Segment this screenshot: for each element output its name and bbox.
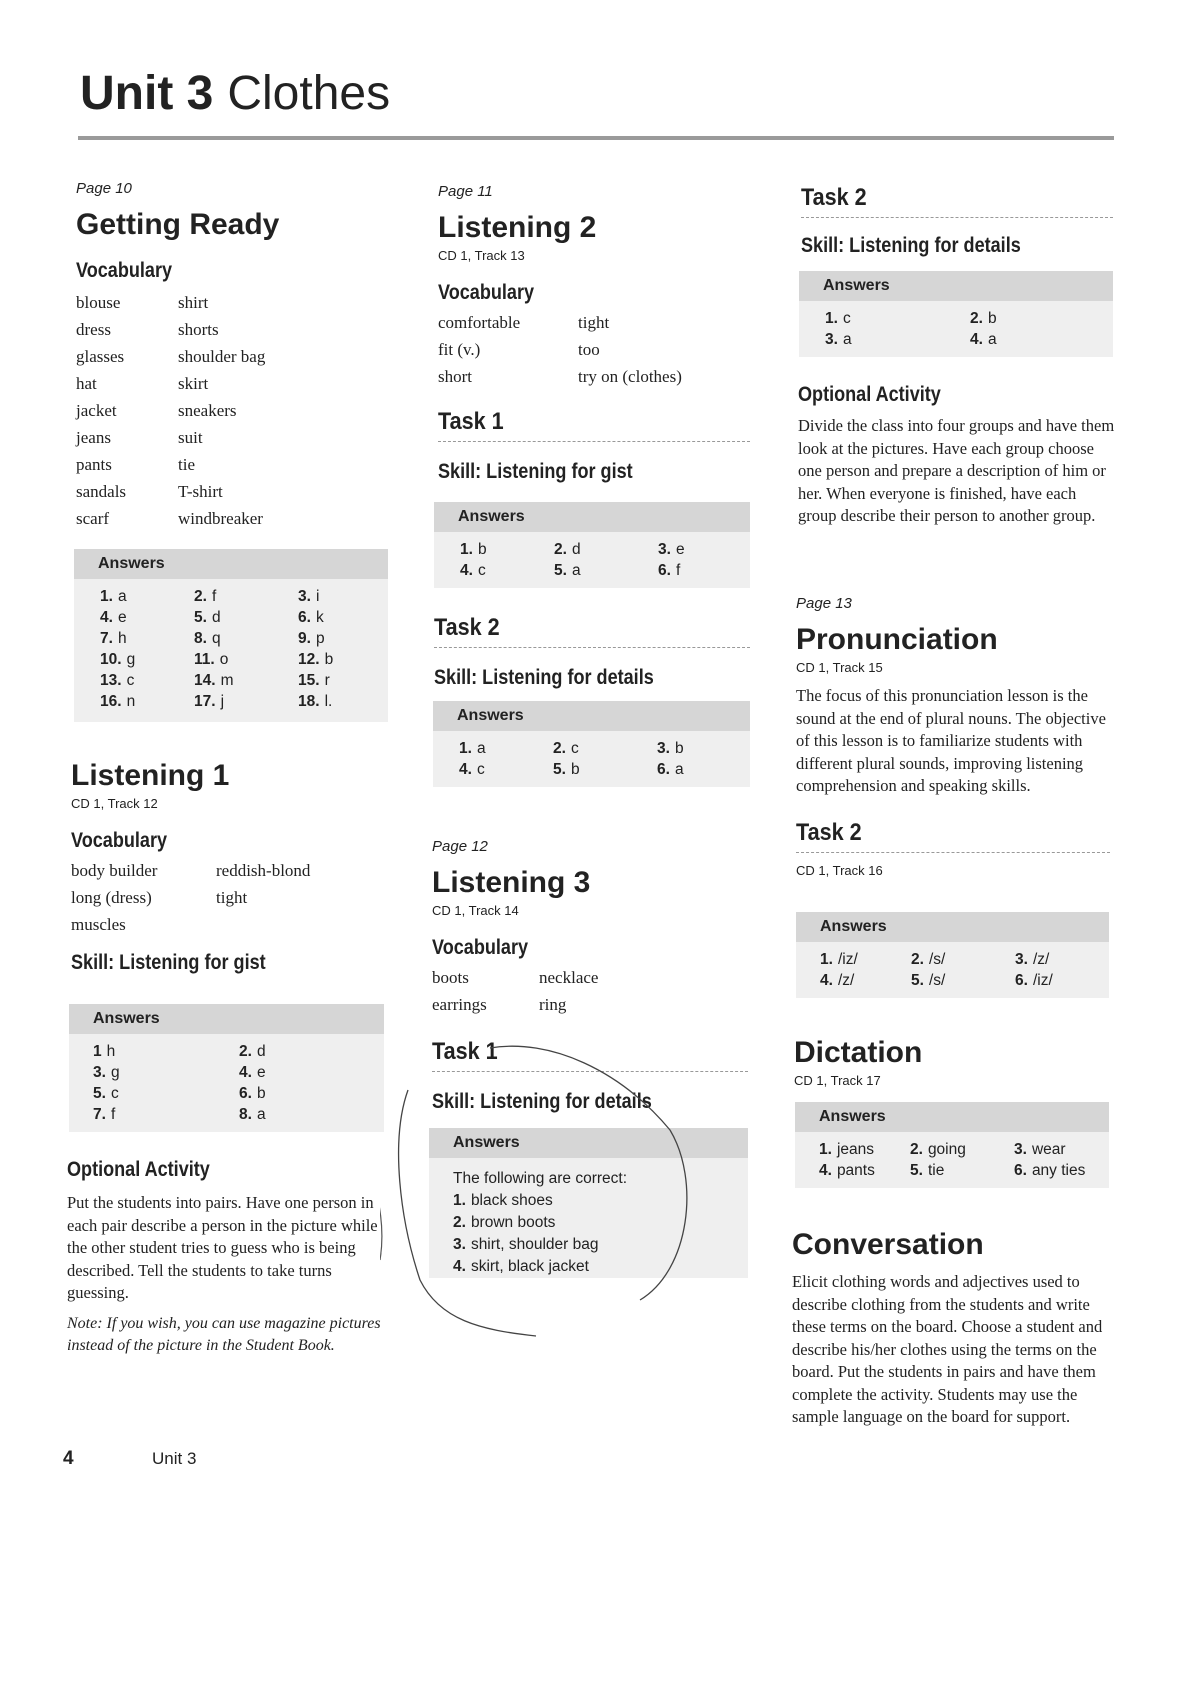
answer-item (911, 951, 1015, 969)
hand-drawn-circle (380, 1030, 740, 1350)
answer-number: 3. (93, 1064, 106, 1081)
column-2 (438, 183, 758, 486)
answer-value: /z/ (1032, 951, 1050, 968)
answer-value: wear (1031, 1141, 1066, 1158)
answer-value: brown boots (470, 1214, 556, 1231)
answer-item (1015, 951, 1095, 969)
answer-value: tie (927, 1162, 945, 1179)
section-title-listening-3: Listening 3 (432, 866, 591, 899)
cd-track: CD 1, Track 15 (796, 660, 883, 675)
task-rule (796, 852, 1110, 853)
answer-value: black shoes (470, 1192, 553, 1209)
vocabulary-word: shorts (178, 320, 219, 339)
answer-number: 2. (911, 951, 924, 968)
answer-item (194, 588, 298, 606)
answer-value: r (324, 672, 330, 689)
answer-item (819, 1141, 910, 1159)
answer-number: 5. (910, 1162, 923, 1179)
answers-box-task-2 (433, 701, 750, 787)
answer-number: 6. (657, 761, 670, 778)
conversation-section (792, 1227, 1112, 1429)
answer-item (100, 672, 194, 690)
answer-number: 5. (553, 761, 566, 778)
answer-number: 2. (554, 541, 567, 558)
task-1-title: Task 1 (438, 408, 504, 435)
answer-value: jeans (836, 1141, 874, 1158)
answer-number: 4. (970, 331, 983, 348)
answer-item (657, 761, 737, 779)
answer-number: 4. (459, 761, 472, 778)
vocabulary-word: T-shirt (178, 482, 223, 501)
vocabulary-word: tight (216, 888, 248, 907)
answer-number: 5. (194, 609, 207, 626)
answers-box-task-1 (434, 502, 750, 588)
answer-item (194, 651, 298, 669)
vocabulary-word: body builder (71, 861, 158, 880)
answer-value: f (110, 1106, 116, 1123)
answers-list (795, 1132, 1109, 1180)
task-2-title: Task 2 (796, 818, 862, 846)
answer-value: c (477, 562, 486, 579)
answers-box-pronunciation (796, 912, 1109, 998)
answer-item (194, 630, 298, 648)
answer-item (1014, 1141, 1114, 1159)
answer-item (194, 693, 298, 711)
answer-number: 2. (910, 1141, 923, 1158)
answer-value: e (117, 609, 127, 626)
answer-number: 3. (1015, 951, 1028, 968)
answer-item (658, 562, 738, 580)
vocabulary-word: earrings (432, 995, 487, 1014)
cd-track: CD 1, Track 17 (794, 1073, 881, 1088)
answer-number: 8. (194, 630, 207, 647)
answer-item (100, 651, 194, 669)
answers-intro: The following are correct: (453, 1170, 628, 1187)
answer-number: 12. (298, 651, 320, 668)
answer-number: 1. (460, 541, 473, 558)
answer-value: g (126, 651, 136, 668)
vocabulary-list (432, 968, 752, 1015)
section-title-pronunciation: Pronunciation (796, 623, 998, 656)
answer-value: f (211, 588, 217, 605)
answer-item (298, 672, 378, 690)
vocabulary-word: skirt (178, 374, 209, 393)
vocabulary-heading: Vocabulary (71, 829, 168, 852)
answer-value: f (675, 562, 681, 579)
answer-number: 2. (194, 588, 207, 605)
answer-number: 3. (657, 740, 670, 757)
answer-value: o (219, 651, 229, 668)
cd-track: CD 1, Track 12 (71, 796, 158, 811)
answers-list (799, 301, 1113, 349)
answer-number: 9. (298, 630, 311, 647)
vocabulary-heading: Vocabulary (432, 936, 529, 959)
answer-item (910, 1141, 1014, 1159)
vocabulary-list (438, 313, 758, 387)
answer-number: 6. (1014, 1162, 1027, 1179)
vocabulary-word: jeans (76, 428, 111, 447)
task-rule (801, 217, 1113, 218)
optional-activity-heading: Optional Activity (798, 383, 941, 406)
vocabulary-word: shirt (178, 293, 209, 312)
answer-number: 15. (298, 672, 320, 689)
section-title-listening-1: Listening 1 (71, 759, 230, 792)
answer-item (239, 1085, 359, 1103)
answer-item (460, 562, 554, 580)
answer-value: b (987, 310, 997, 327)
vocabulary-word: blouse (76, 293, 121, 312)
answer-number: 3. (658, 541, 671, 558)
answer-value: h (117, 630, 127, 647)
answer-item (820, 951, 911, 969)
answer-number: 8. (239, 1106, 252, 1123)
answer-number: 1. (453, 1192, 466, 1209)
answer-value: a (117, 588, 127, 605)
answer-value: shirt, shoulder bag (470, 1236, 599, 1253)
answer-number: 2. (239, 1043, 252, 1060)
vocabulary-word: jacket (76, 401, 117, 420)
answers-heading: Answers (433, 701, 750, 731)
section-title-getting-ready: Getting Ready (76, 208, 280, 241)
answer-value: c (570, 740, 579, 757)
task-2-title: Task 2 (434, 614, 500, 641)
vocabulary-word: necklace (539, 968, 599, 987)
vocabulary-word: tie (178, 455, 195, 474)
answer-number: 4. (239, 1064, 252, 1081)
answer-number: 3. (1014, 1141, 1027, 1158)
optional-activity-2 (798, 381, 1118, 528)
answer-item (825, 331, 970, 349)
page-header (80, 66, 390, 121)
answer-item (1015, 972, 1095, 990)
answer-value: b (256, 1085, 266, 1102)
answer-item (298, 630, 378, 648)
answer-number: 7. (93, 1106, 106, 1123)
vocabulary-word: fit (v.) (438, 340, 481, 359)
answer-value: c (110, 1085, 119, 1102)
answer-number: 4. (819, 1162, 832, 1179)
answer-value: /iz/ (1032, 972, 1053, 989)
skill-heading: Skill: Listening for details (432, 1090, 652, 1113)
answer-item (100, 609, 194, 627)
vocabulary-list (76, 293, 396, 529)
answer-value: b (674, 740, 684, 757)
answer-number: 3. (298, 588, 311, 605)
section-title-listening-2: Listening 2 (438, 211, 597, 244)
answer-number: 6. (1015, 972, 1028, 989)
optional-activity-text: Put the students into pairs. Have one person in each pair describe a person in the picture while the other student tries to guess who is being described. Tell the students to take turns guessing. (67, 1193, 378, 1302)
answer-value: j (220, 693, 225, 710)
answer-number: 11. (194, 651, 215, 668)
vocabulary-word: suit (178, 428, 203, 447)
answer-item (194, 609, 298, 627)
circle-stroke (399, 1046, 687, 1336)
conversation-text: Elicit clothing words and adjectives used to describe clothing from the students and write these terms on the board. Choose a student and describe his/her clothes using the terms on the board. Put the students in pairs and have them complete the activity. Students may use the sample language on the board for support. (792, 1272, 1103, 1426)
answers-list (434, 532, 750, 580)
column-3 (801, 183, 1121, 260)
answer-number: 1. (819, 1141, 832, 1158)
listening-1-section (71, 758, 401, 977)
answers-list (74, 579, 388, 711)
answer-number: 5. (93, 1085, 106, 1102)
answer-value: a (256, 1106, 266, 1123)
answer-number: 4. (100, 609, 113, 626)
answers-heading: Answers (799, 271, 1113, 301)
answer-item (970, 310, 1090, 328)
answer-number: 2. (970, 310, 983, 327)
task-rule (438, 441, 750, 442)
vocabulary-word: sneakers (178, 401, 237, 420)
vocabulary-word: shoulder bag (178, 347, 266, 366)
answer-number: 6. (298, 609, 311, 626)
answer-item (239, 1064, 359, 1082)
unit-title: Clothes (227, 67, 391, 120)
answer-value: k (315, 609, 324, 626)
answer-item (298, 609, 378, 627)
cd-track: CD 1, Track 14 (432, 903, 519, 918)
answer-item (911, 972, 1015, 990)
skill-heading: Skill: Listening for details (434, 666, 654, 689)
answer-item (194, 672, 298, 690)
answer-number: 4. (820, 972, 833, 989)
answer-item (819, 1162, 910, 1180)
vocabulary-word: long (dress) (71, 888, 152, 907)
answers-heading: Answers (429, 1128, 748, 1158)
vocabulary-word: try on (clothes) (578, 367, 682, 386)
answer-value: going (927, 1141, 966, 1158)
answer-value: /s/ (928, 972, 946, 989)
answer-number: 7. (100, 630, 113, 647)
answer-value: /s/ (928, 951, 946, 968)
answer-value: pants (836, 1162, 875, 1179)
unit-label: Unit 3 (80, 67, 214, 120)
optional-activity-heading: Optional Activity (67, 1158, 210, 1181)
vocabulary-word: pants (76, 455, 112, 474)
answer-item (910, 1162, 1014, 1180)
pronunciation-section (796, 595, 1116, 878)
answer-value: a (571, 562, 581, 579)
vocabulary-word: windbreaker (178, 509, 263, 528)
answer-item (1014, 1162, 1114, 1180)
answer-item (460, 541, 554, 559)
page-number: 4 (63, 1448, 74, 1469)
answer-number: 6. (658, 562, 671, 579)
answer-value: e (256, 1064, 266, 1081)
answer-item (553, 761, 657, 779)
cd-track: CD 1, Track 16 (796, 862, 883, 878)
answer-value: n (126, 693, 136, 710)
answer-value: g (110, 1064, 120, 1081)
section-title-dictation: Dictation (794, 1036, 923, 1069)
optional-activity-note: Note: If you wish, you can use magazine pictures instead of the picture in the Student Book. (67, 1314, 381, 1354)
vocabulary-word: reddish-blond (216, 861, 311, 880)
dictation-section (794, 1035, 1114, 1088)
task-2-title: Task 2 (801, 184, 867, 211)
answer-value: skirt, black jacket (470, 1258, 589, 1275)
answer-value: any ties (1031, 1162, 1086, 1179)
circle-left-stroke (380, 1170, 382, 1260)
answer-number: 3. (453, 1236, 466, 1253)
answer-value: p (315, 630, 325, 647)
vocabulary-word: sandals (76, 482, 127, 501)
answer-item (100, 630, 194, 648)
answer-value: q (211, 630, 221, 647)
answer-number: 4. (460, 562, 473, 579)
answer-value: m (220, 672, 234, 689)
answer-number: 6. (239, 1085, 252, 1102)
answer-number: 5. (911, 972, 924, 989)
answer-item (553, 740, 657, 758)
answer-number: 16. (100, 693, 122, 710)
answer-item (970, 331, 1090, 349)
answer-number: 2. (453, 1214, 466, 1231)
answer-item (820, 972, 911, 990)
answer-value: c (476, 761, 485, 778)
answer-value: c (126, 672, 135, 689)
page-label: Page 13 (796, 595, 852, 612)
answers-heading: Answers (796, 912, 1109, 942)
answer-item (658, 541, 738, 559)
answer-item (459, 740, 553, 758)
task-1-title: Task 1 (432, 1038, 498, 1065)
vocabulary-word: too (578, 340, 600, 359)
answer-number: 2. (553, 740, 566, 757)
answer-item (298, 588, 378, 606)
answers-heading: Answers (74, 549, 388, 579)
vocabulary-word (216, 915, 386, 935)
page-label: Page 10 (76, 180, 132, 197)
answer-value: /z/ (837, 972, 855, 989)
answer-value: l. (324, 693, 333, 710)
answer-item (298, 651, 378, 669)
vocabulary-word: hat (76, 374, 97, 393)
answer-number: 14. (194, 672, 216, 689)
skill-heading: Skill: Listening for gist (438, 460, 633, 483)
answer-item (825, 310, 970, 328)
answer-item (239, 1043, 359, 1061)
vocabulary-heading: Vocabulary (438, 281, 535, 304)
answer-value: b (570, 761, 580, 778)
answers-list (69, 1034, 384, 1124)
answer-number: 13. (100, 672, 122, 689)
answer-number: 18. (298, 693, 320, 710)
answer-item (239, 1106, 359, 1124)
answer-item (93, 1106, 239, 1124)
vocabulary-word: tight (578, 313, 610, 332)
answer-value: a (674, 761, 684, 778)
answers-box-getting-ready (74, 549, 388, 722)
task-2-section (434, 613, 754, 692)
answers-heading: Answers (795, 1102, 1109, 1132)
vocabulary-word: comfortable (438, 313, 521, 332)
answer-value: d (256, 1043, 266, 1060)
answer-number: 1. (820, 951, 833, 968)
answer-item (298, 693, 378, 711)
answer-number: 5. (554, 562, 567, 579)
answers-list (433, 731, 750, 779)
answers-heading: Answers (69, 1004, 384, 1034)
task-rule (434, 647, 750, 648)
column-1 (76, 180, 396, 529)
answer-number: 10. (100, 651, 122, 668)
answer-number: 1. (100, 588, 113, 605)
optional-activity-1 (67, 1156, 387, 1357)
answer-item (554, 541, 658, 559)
answer-value: a (842, 331, 852, 348)
answer-item (554, 562, 658, 580)
skill-heading: Skill: Listening for gist (71, 951, 266, 974)
answers-list (796, 942, 1109, 990)
answer-value: a (476, 740, 486, 757)
answer-item (93, 1043, 239, 1061)
answer-item (100, 693, 194, 711)
answer-value: b (477, 541, 487, 558)
answer-value: d (571, 541, 581, 558)
vocabulary-word: dress (76, 320, 111, 339)
footer-unit: Unit 3 (152, 1449, 197, 1468)
vocabulary-word: ring (539, 995, 567, 1014)
answer-value: /iz/ (837, 951, 858, 968)
answer-number: 4. (453, 1258, 466, 1275)
vocabulary-heading: Vocabulary (76, 259, 173, 282)
answer-value: c (842, 310, 851, 327)
pronunciation-text: The focus of this pronunciation lesson is the sound at the end of plural nouns. The objective of this lesson is to familiarize students with different plural sounds, improving listening comprehension and speaking skills. (796, 686, 1106, 795)
vocabulary-word: boots (432, 968, 469, 987)
answer-number: 3. (825, 331, 838, 348)
vocabulary-word: short (438, 367, 472, 386)
vocabulary-word: glasses (76, 347, 125, 366)
answer-value: e (675, 541, 685, 558)
answer-item (93, 1085, 239, 1103)
answer-number: 17. (194, 693, 216, 710)
answer-item (657, 740, 737, 758)
answer-value: d (211, 609, 221, 626)
vocabulary-word: muscles (71, 915, 126, 934)
optional-activity-text: Divide the class into four groups and have them look at the pictures. Have each group choose one person and prepare a description of him or her. When everyone is finished, have each group describe their person to another group. (798, 416, 1115, 525)
header-rule (78, 136, 1114, 140)
answers-heading: Answers (434, 502, 750, 532)
section-title-conversation: Conversation (792, 1228, 984, 1261)
answer-number: 1 (93, 1043, 102, 1060)
answer-item (93, 1064, 239, 1082)
skill-heading: Skill: Listening for details (801, 234, 1021, 257)
answer-number: 1. (825, 310, 838, 327)
vocabulary-list (71, 861, 401, 935)
vocabulary-word: scarf (76, 509, 110, 528)
answer-value: b (324, 651, 334, 668)
answer-item (100, 588, 194, 606)
page-label: Page 12 (432, 838, 488, 855)
cd-track: CD 1, Track 13 (438, 248, 525, 263)
answers-box-col3-task-2 (799, 271, 1113, 357)
answer-number: 1. (459, 740, 472, 757)
answers-box-dictation (795, 1102, 1109, 1188)
answer-item (459, 761, 553, 779)
page-label: Page 11 (438, 183, 493, 200)
answers-box-listening-1 (69, 1004, 384, 1132)
answer-value: a (987, 331, 997, 348)
answer-value: h (106, 1043, 116, 1060)
answer-value: i (315, 588, 320, 605)
